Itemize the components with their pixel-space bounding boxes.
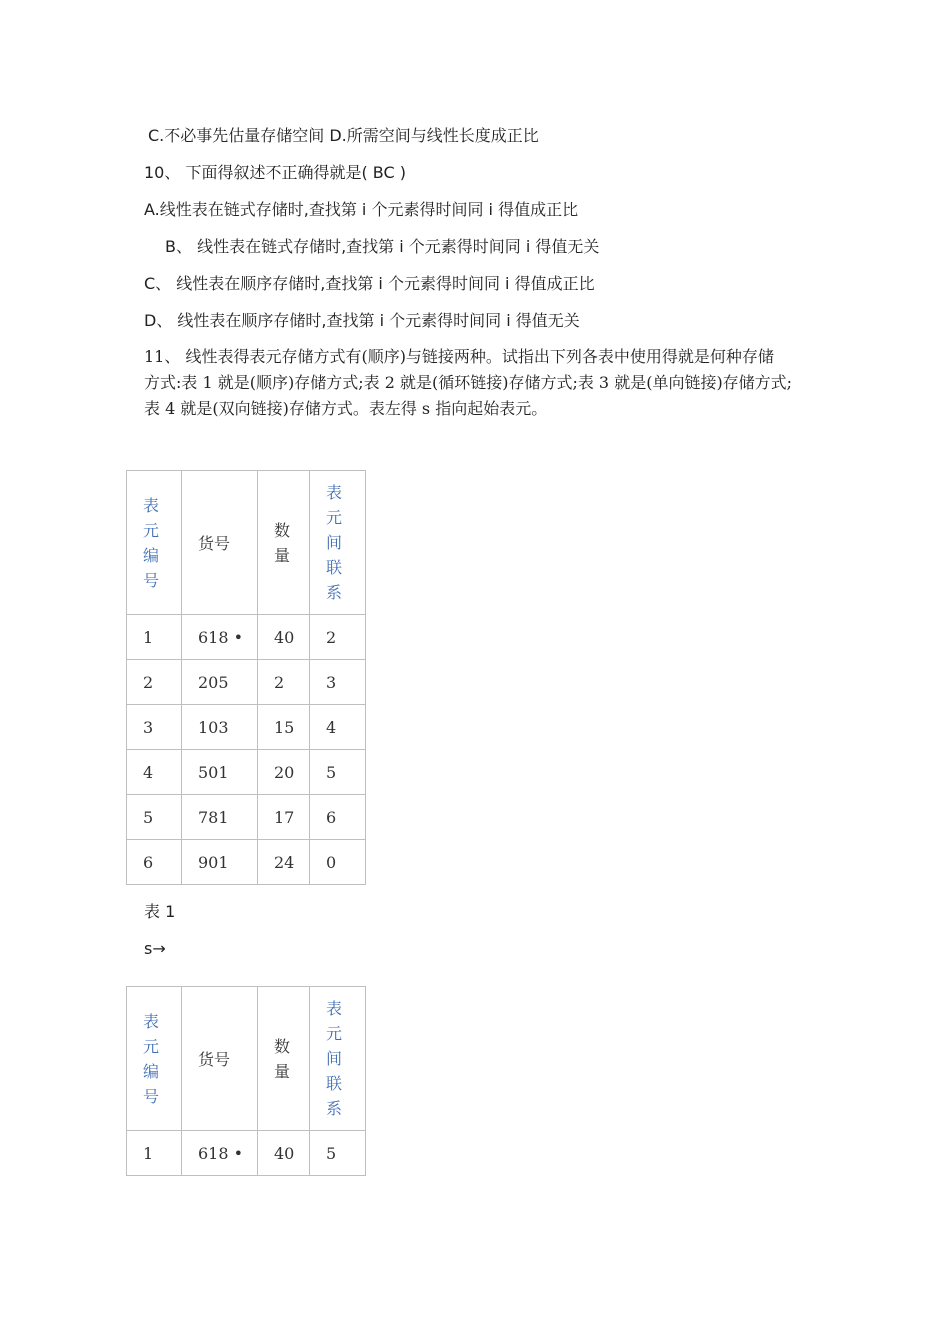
table-row <box>127 840 366 885</box>
header-item-number: 货号 <box>198 534 231 553</box>
table-cell: 5 <box>127 795 182 840</box>
table-cell: 17 <box>258 795 310 840</box>
table-cell: 2 <box>258 660 310 705</box>
table-row <box>127 1131 366 1176</box>
table-2-header-row <box>127 987 366 1131</box>
question-10-option-a: A.线性表在链式存储时,查找第 i 个元素得时间同 i 得值成正比 <box>144 200 579 219</box>
table-cell: 4 <box>310 705 366 750</box>
table-cell: 24 <box>258 840 310 885</box>
start-pointer-label: s→ <box>144 939 166 958</box>
table-2 <box>126 986 366 1176</box>
table-row <box>127 660 366 705</box>
header-record-number: 表元编号 <box>143 495 160 590</box>
table-cell: 3 <box>310 660 366 705</box>
table-1 <box>126 470 366 885</box>
question-11 <box>144 344 804 422</box>
table-cell: 6 <box>310 795 366 840</box>
question-10-option-d: D、 线性表在顺序存储时,查找第 i 个元素得时间同 i 得值无关 <box>144 311 580 330</box>
question-10-option-c: C、 线性表在顺序存储时,查找第 i 个元素得时间同 i 得值成正比 <box>144 274 595 293</box>
header-quantity: 数量 <box>274 520 291 565</box>
table-1-caption: 表 1 <box>144 902 176 921</box>
table-cell: 5 <box>310 1131 366 1176</box>
table-cell: 40 <box>258 1131 310 1176</box>
table-row <box>127 705 366 750</box>
table-cell: 2 <box>310 615 366 660</box>
header-record-number: 表元编号 <box>143 1011 160 1106</box>
table-cell: 5 <box>310 750 366 795</box>
table-cell: 901 <box>182 840 258 885</box>
table-cell: 501 <box>182 750 258 795</box>
question-10: 10、 下面得叙述不正确得就是( BC ) <box>144 163 406 182</box>
header-item-number: 货号 <box>198 1050 231 1069</box>
table-cell: 3 <box>127 705 182 750</box>
table-cell: 781 <box>182 795 258 840</box>
question-10-option-b: B、 线性表在链式存储时,查找第 i 个元素得时间同 i 得值无关 <box>165 237 600 256</box>
table-cell: 2 <box>127 660 182 705</box>
table-cell: 15 <box>258 705 310 750</box>
header-link: 表元间联系 <box>326 999 343 1118</box>
table-cell: 6 <box>127 840 182 885</box>
table-cell: 205 <box>182 660 258 705</box>
question-11-line-3: 表 4 就是(双向链接)存储方式。表左得 s 指向起始表元。 <box>144 399 548 418</box>
table-cell: 0 <box>310 840 366 885</box>
table-cell: 618 • <box>182 615 258 660</box>
table-cell: 40 <box>258 615 310 660</box>
header-quantity: 数量 <box>274 1036 291 1081</box>
table-1-header-row <box>127 471 366 615</box>
table-cell: 20 <box>258 750 310 795</box>
table-row <box>127 615 366 660</box>
table-cell: 1 <box>127 1131 182 1176</box>
table-row <box>127 795 366 840</box>
option-c-d-line: C.不必事先估量存储空间 D.所需空间与线性长度成正比 <box>148 126 539 145</box>
header-link: 表元间联系 <box>326 483 343 602</box>
table-cell: 103 <box>182 705 258 750</box>
question-11-line-2: 方式:表 1 就是(顺序)存储方式;表 2 就是(循环链接)存储方式;表 3 就是(单向链接)存储方式; <box>144 373 793 392</box>
table-row <box>127 750 366 795</box>
table-cell: 4 <box>127 750 182 795</box>
table-cell: 1 <box>127 615 182 660</box>
table-cell: 618 • <box>182 1131 258 1176</box>
question-11-line-1: 11、 线性表得表元存储方式有(顺序)与链接两种。试指出下列各表中使用得就是何种存储 <box>144 347 774 366</box>
